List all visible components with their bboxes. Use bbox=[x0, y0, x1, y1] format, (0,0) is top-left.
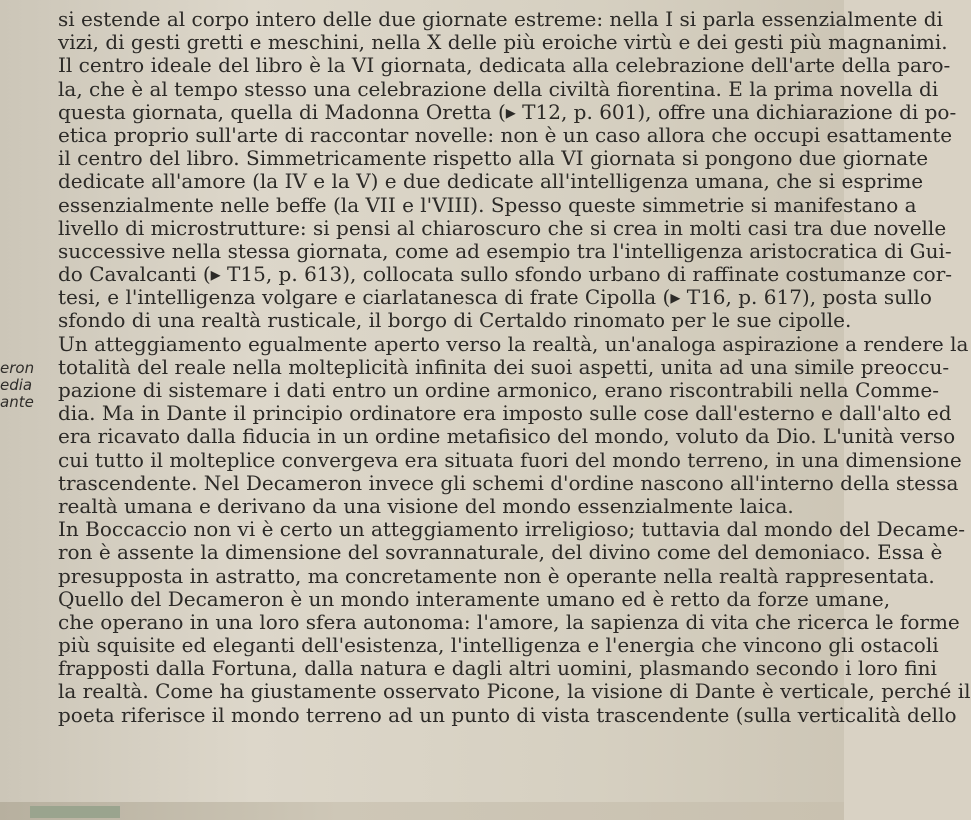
page-bottom-edge bbox=[0, 802, 844, 820]
margin-note bbox=[0, 360, 50, 411]
text-line: sfondo di una realtà rusticale, il borgo di Certaldo rinomato per le sue cipolle. bbox=[58, 308, 852, 333]
text-line: successive nella stessa giornata, come ad esempio tra l'intelligenza aristocratica di Gui- bbox=[58, 238, 952, 263]
text-line: dia. Ma in Dante il principio ordinatore era imposto sulle cose dall'esterno e dall'alto ed bbox=[58, 401, 952, 426]
text-line: frapposti dalla Fortuna, dalla natura e dagli altri uomini, plasmando secondo i loro fini bbox=[58, 656, 937, 681]
text-line: dedicate all'amore (la IV e la V) e due dedicate all'intelligenza umana, che si esprime bbox=[58, 169, 924, 194]
text-line: livello di microstrutture: si pensi al chiaroscuro che si crea in molti casi tra due novelle bbox=[58, 215, 947, 240]
text-line: essenzialmente nelle beffe (la VII e l'VIII). Spesso queste simmetrie si manifestano a bbox=[58, 192, 917, 217]
text-line: poeta riferisce il mondo terreno ad un punto di vista trascendente (sulla verticalità dello bbox=[58, 702, 957, 727]
text-line: totalità del reale nella molteplicità infinita dei suoi aspetti, unita ad una simile preoccu- bbox=[58, 354, 950, 379]
text-line: era ricavato dalla fiducia in un ordine metafisico del mondo, voluto da Dio. L'unità verso bbox=[58, 424, 956, 449]
text-line: do Cavalcanti (▸ T15, p. 613), collocata sullo sfondo urbano di raffinate costumanze cor- bbox=[58, 262, 953, 287]
text-line: etica proprio sull'arte di raccontar novelle: non è un caso allora che occupi esattamente bbox=[58, 122, 953, 147]
text-line: ron è assente la dimensione del sovrannaturale, del divino come del demoniaco. Essa è bbox=[58, 540, 943, 565]
margin-note-line: eron bbox=[0, 359, 35, 377]
text-line: si estende al corpo intero delle due giornate estreme: nella I si parla essenzialmente di bbox=[58, 7, 943, 31]
text-line: In Boccaccio non vi è certo un atteggiamento irreligioso; tuttavia dal mondo del Decame- bbox=[58, 517, 966, 542]
text-line: più squisite ed eleganti dell'esistenza, l'intelligenza e l'energia che vincono gli ostacoli bbox=[58, 633, 939, 658]
text-line: Il centro ideale del libro è la VI giornata, dedicata alla celebrazione dell'arte della paro- bbox=[58, 53, 951, 78]
text-line: cui tutto il molteplice convergeva era situata fuori del mondo terreno, in una dimensione bbox=[58, 447, 962, 472]
text-line: vizi, di gesti gretti e meschini, nella X delle più eroiche virtù e dei gesti più magnanimi. bbox=[58, 30, 948, 55]
text-line: Quello del Decameron è un mondo interamente umano ed è retto da forze umane, bbox=[58, 586, 891, 611]
text-line: il centro del libro. Simmetricamente rispetto alla VI giornata si pongono due giornate bbox=[58, 146, 929, 171]
margin-note-line: ante bbox=[0, 393, 34, 411]
margin-note-line: edia bbox=[0, 376, 33, 394]
text-line: che operano in una loro sfera autonoma: l'amore, la sapienza di vita che ricerca le forme bbox=[58, 609, 960, 634]
text-line: questa giornata, quella di Madonna Oretta (▸ T12, p. 601), offre una dichiarazione di po- bbox=[58, 99, 957, 124]
text-line: la realtà. Come ha giustamente osservato Picone, la visione di Dante è verticale, perché il bbox=[58, 679, 971, 704]
text-line: la, che è al tempo stesso una celebrazione della civiltà fiorentina. E la prima novella di bbox=[58, 76, 939, 101]
body-text bbox=[58, 7, 971, 727]
text-line: presupposta in astratto, ma concretamente non è operante nella realtà rappresentata. bbox=[58, 563, 935, 588]
text-line: Un atteggiamento egualmente aperto verso la realtà, un'analoga aspirazione a rendere la bbox=[58, 331, 969, 356]
text-line: trascendente. Nel Decameron invece gli schemi d'ordine nascono all'interno della stessa bbox=[58, 470, 959, 495]
bottom-color-mark bbox=[30, 806, 120, 818]
text-line: pazione di sistemare i dati entro un ordine armonico, erano riscontrabili nella Comme- bbox=[58, 378, 939, 402]
text-line: realtà umana e derivano da una visione del mondo essenzialmente laica. bbox=[58, 493, 794, 518]
text-line: tesi, e l'intelligenza volgare e ciarlatanesca di frate Cipolla (▸ T16, p. 617), posta sullo bbox=[58, 285, 932, 310]
